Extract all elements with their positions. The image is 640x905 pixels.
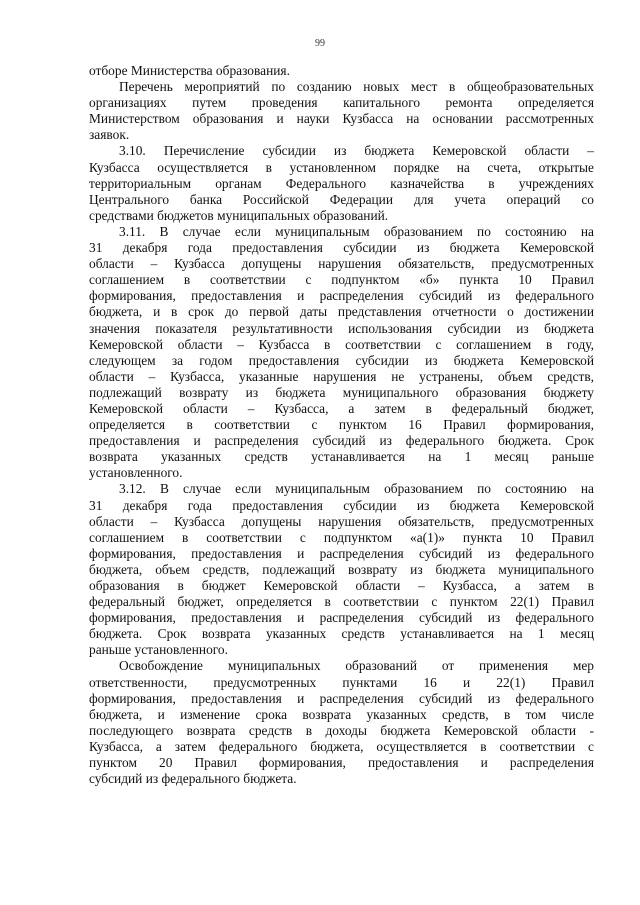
paragraph	[89, 143, 594, 223]
text-line: значения показателя результативности использования субсидии из бюджета	[89, 320, 594, 336]
paragraph	[89, 481, 594, 658]
text-line: возврата указанных средств устанавливается на 1 месяц раньше	[89, 449, 594, 465]
text-line: Кузбасса осуществляется в установленном порядке на счета, открытые	[89, 159, 594, 175]
text-line: организациях путем проведения капитального ремонта определяется	[89, 95, 594, 111]
text-line: бюджета, объем средств, подлежащий возврату из бюджета муниципального	[89, 561, 594, 577]
text-line: 3.11. В случае если муниципальным образованием по состоянию на	[119, 223, 594, 239]
paragraph	[89, 79, 594, 143]
page-number: 99	[315, 38, 325, 49]
text-line: Кузбасса, а затем федерального бюджета, осуществляется в соответствии с	[89, 738, 594, 754]
text-line: последующего возврата средств в доходы бюджета Кемеровской области -	[89, 722, 594, 738]
text-line: предоставления и распределения субсидий из федерального бюджета. Срок	[89, 433, 594, 449]
text-line: формирования, предоставления и распределения субсидий из федерального	[89, 610, 594, 626]
text-line: соглашением в соответствии с подпунктом «а(1)» пункта 10 Правил	[89, 529, 594, 545]
text-line: субсидий из федерального бюджета.	[89, 771, 297, 787]
text-line: Кемеровской области – Кузбасса, а затем в федеральный бюджет,	[89, 400, 594, 416]
text-line: установленного.	[89, 465, 183, 481]
text-line: бюджета, и изменение срока возврата указанных средств, в том числе	[89, 706, 594, 722]
text-line: Кемеровской области – Кузбасса в соответствии с соглашением в году,	[89, 336, 594, 352]
text-line: области – Кузбасса, указанные нарушения не устранены, объем средств,	[89, 368, 594, 384]
paragraph	[89, 224, 594, 482]
text-line: области – Кузбасса допущены нарушения обязательств, предусмотренных	[89, 513, 594, 529]
text-line: образования в бюджет Кемеровской области – Кузбасса, а затем в	[89, 578, 594, 593]
text-line: бюджета. Срок возврата указанных средств устанавливается на 1 месяц	[89, 626, 594, 642]
text-line: 31 декабря года предоставления субсидии из бюджета Кемеровской	[89, 240, 594, 256]
text-line: формирования, предоставления и распределения субсидий из федерального	[89, 288, 594, 304]
text-line: следующем за годом предоставления субсидии из бюджета Кемеровской	[89, 352, 594, 368]
text-line: соглашением в соответствии с подпунктом «б» пункта 10 Правил	[89, 272, 594, 288]
text-line: области – Кузбасса допущены нарушения обязательств, предусмотренных	[89, 256, 594, 272]
text-line: 3.10. Перечисление субсидии из бюджета Кемеровской области –	[119, 143, 594, 159]
text-line: определяется в соответствии с пунктом 16 Правил формирования,	[89, 417, 594, 433]
paragraph	[89, 63, 594, 79]
text-line: Министерством образования и науки Кузбасса на основании рассмотренных	[89, 111, 594, 127]
text-line: 3.12. В случае если муниципальным образованием по состоянию на	[119, 481, 594, 497]
text-line: территориальным органам Федерального казначейства в учреждениях	[89, 175, 594, 191]
text-line: ответственности, предусмотренных пунктами 16 и 22(1) Правил	[89, 674, 594, 690]
paragraph	[89, 658, 594, 787]
text-line: пунктом 20 Правил формирования, предоставления и распределения	[89, 755, 594, 771]
text-line: 31 декабря года предоставления субсидии из бюджета Кемеровской	[89, 497, 594, 513]
text-line: Освобождение муниципальных образований от применения мер	[119, 658, 594, 674]
text-line: отборе Министерства образования.	[89, 63, 290, 78]
document-body	[89, 63, 594, 787]
text-line: средствами бюджетов муниципальных образований.	[89, 207, 389, 223]
text-line: бюджета, и в срок до первой даты представления отчетности о достижении	[89, 304, 594, 320]
text-line: формирования, предоставления и распределения субсидий из федерального	[89, 690, 594, 706]
text-line: формирования, предоставления и распределения субсидий из федерального	[89, 545, 594, 561]
text-line: федеральный бюджет, определяется в соответствии с пунктом 22(1) Правил	[89, 594, 594, 610]
text-line: Перечень мероприятий по созданию новых мест в общеобразовательных	[119, 79, 594, 95]
text-line: Центрального банка Российской Федерации для учета операций со	[89, 191, 594, 207]
text-line: подлежащий возврату из бюджета муниципального образования бюджету	[89, 384, 594, 400]
text-line: заявок.	[89, 127, 130, 143]
text-line: раньше установленного.	[89, 642, 228, 658]
